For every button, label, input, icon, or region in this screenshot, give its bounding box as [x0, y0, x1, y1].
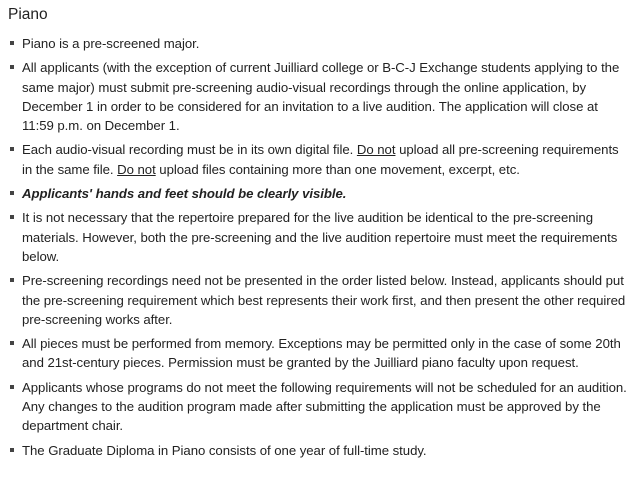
bullet-icon [10, 385, 14, 389]
body-text: Each [22, 142, 56, 158]
body-text: through the online application, by December 1 in order to be considered for an invitation to a live audition. [22, 79, 587, 114]
list-item [8, 34, 632, 53]
list-item [8, 58, 632, 135]
bullet-icon [10, 215, 14, 219]
list-item [8, 271, 632, 329]
bullet-icon [10, 448, 14, 452]
list-item [8, 184, 632, 203]
list-item [8, 441, 632, 460]
bullet-icon [10, 41, 14, 45]
bullet-icon [10, 191, 14, 195]
body-text: Pre-screening recordings need not be presented in the order listed below. Instead, applicants should put the pre-screening requirement which best represents their work first, and then present the other required pre-screening works after. [22, 273, 626, 327]
emphasis-text: Piano is a pre-screened major. [22, 36, 200, 51]
bullet-icon [10, 65, 14, 69]
bullet-icon [10, 147, 14, 151]
emphasis-text: Applicants' hands and feet should be clearly visible. [22, 186, 347, 202]
list-item [8, 334, 632, 373]
emphasis-underline: Do not [117, 161, 156, 177]
bullet-icon [10, 341, 14, 345]
list-item [8, 208, 632, 266]
list-item [8, 378, 632, 436]
list-item [8, 140, 632, 179]
body-text: The Graduate Diploma in Piano consists of one year of full-time study. [22, 442, 427, 458]
emphasis-text: The application will close at 11:59 p.m. on December 1 [22, 98, 598, 134]
body-text: All pieces must be performed from memory. Exceptions may be permitted only in the case of some 20th and 21st-century pieces. Permission must be granted by the Juilliard piano faculty upon request. [22, 336, 621, 371]
body-text: must be in its own digital file. [183, 142, 357, 158]
body-text: upload all pre-screening requirements in the same file. [22, 142, 619, 177]
bullet-icon [10, 278, 14, 282]
page-title: Piano [8, 6, 48, 23]
emphasis-underline: Do not [356, 142, 396, 158]
emphasis-text: audio-visual recordings [256, 79, 391, 95]
body-text: All applicants (with the exception of current Juilliard college or B-C-J Exchange students applying to the same major) must submit pre-screening [22, 60, 620, 95]
body-text: upload files containing more than one movement, excerpt, etc. [155, 161, 520, 177]
body-text: Applicants whose programs do not meet the following requirements will not be scheduled for an audition. Any changes to the audition program made after submitting the application must be approved by the department chair. [22, 379, 627, 434]
body-text: . [175, 118, 180, 134]
body-text: It is not necessary that the repertoire prepared for the live audition be identical to the pre-screening materials. However, both the pre-screening and the live audition repertoire must meet the requirements below. [22, 210, 618, 264]
requirements-list [8, 34, 632, 460]
emphasis-text: audio-visual recording [55, 142, 184, 158]
